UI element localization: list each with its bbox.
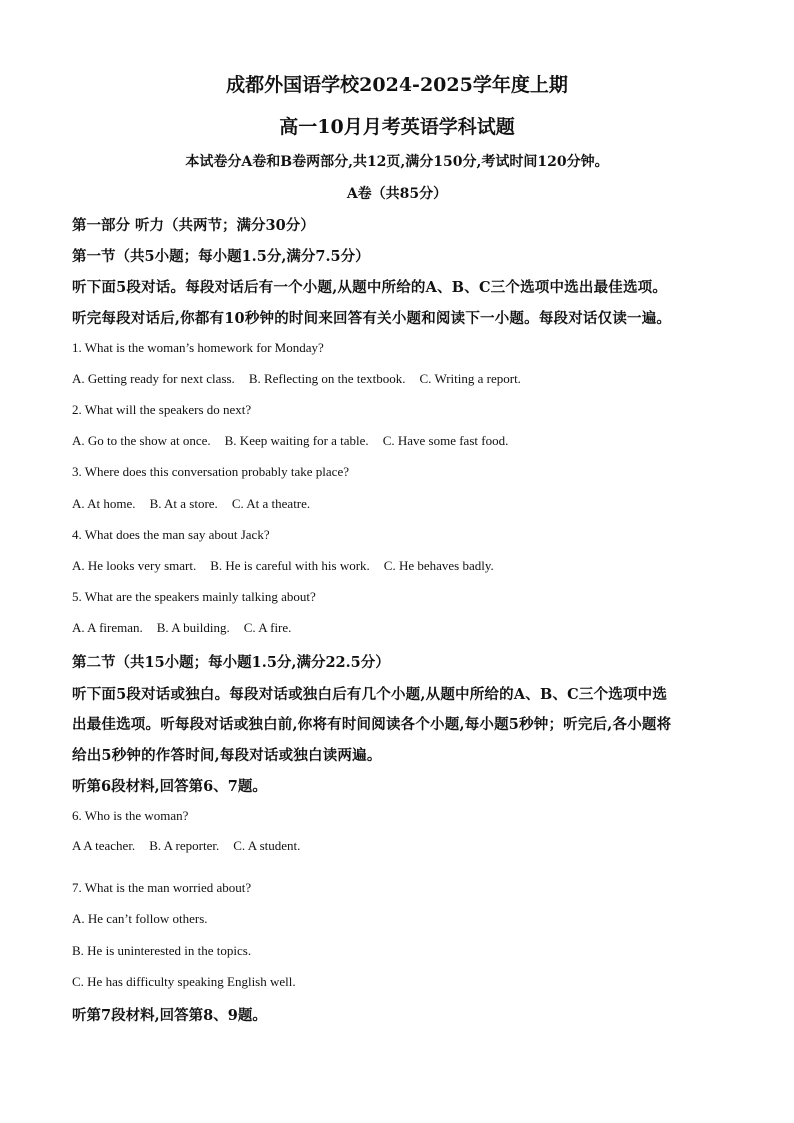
material-7-heading: 听第7段材料,回答第8、9题。 bbox=[72, 1007, 267, 1024]
question-2-option-c: C. Have some fast food. bbox=[382, 433, 509, 448]
question-6-option-b: B. A reporter. bbox=[149, 838, 220, 853]
volume-heading: A卷（共85分） bbox=[346, 186, 448, 202]
exam-info: 本试卷分A卷和B卷两部分,共12页,满分150分,考试时间120分钟。 bbox=[185, 154, 609, 170]
question-3-options bbox=[72, 496, 324, 512]
question-6-option-c: C. A student. bbox=[233, 838, 301, 853]
question-1: 1. What is the woman’s homework for Monday? bbox=[72, 340, 324, 355]
part1-heading: 第一部分 听力（共两节；满分30分） bbox=[72, 217, 315, 234]
section2-instruction-line3: 给出5秒钟的作答时间,每段对话或独白读两遍。 bbox=[72, 747, 382, 764]
question-5-option-c: C. A fire. bbox=[243, 620, 292, 635]
exam-title-subject: 高一10月月考英语学科试题 bbox=[279, 116, 515, 138]
question-1-option-b: B. Reflecting on the textbook. bbox=[248, 371, 406, 386]
exam-title-school: 成都外国语学校2024-2025学年度上期 bbox=[226, 74, 568, 96]
section1-instruction-line1: 听下面5段对话。每段对话后有一个小题,从题中所给的A、B、C三个选项中选出最佳选项。 bbox=[72, 279, 668, 296]
question-7: 7. What is the man worried about? bbox=[72, 880, 252, 895]
section2-heading: 第二节（共15小题；每小题1.5分,满分22.5分） bbox=[72, 654, 390, 671]
question-6-option-a: A A teacher. bbox=[72, 838, 136, 853]
question-2: 2. What will the speakers do next? bbox=[72, 402, 252, 417]
question-5-options bbox=[72, 620, 305, 636]
question-5-option-b: B. A building. bbox=[156, 620, 230, 635]
question-4-option-b: B. He is careful with his work. bbox=[210, 558, 370, 573]
question-3-option-b: B. At a store. bbox=[149, 496, 218, 511]
question-4-option-c: C. He behaves badly. bbox=[383, 558, 494, 573]
question-3: 3. Where does this conversation probably take place? bbox=[72, 464, 349, 479]
question-1-option-c: C. Writing a report. bbox=[419, 371, 521, 386]
material-6-heading: 听第6段材料,回答第6、7题。 bbox=[72, 778, 267, 795]
section1-instruction-line2: 听完每段对话后,你都有10秒钟的时间来回答有关小题和阅读下一小题。每段对话仅读一遍。 bbox=[72, 310, 672, 327]
question-3-option-a: A. At home. bbox=[72, 496, 136, 511]
question-3-option-c: C. At a theatre. bbox=[231, 496, 311, 511]
question-1-options bbox=[72, 371, 535, 387]
question-2-option-b: B. Keep waiting for a table. bbox=[224, 433, 369, 448]
question-5-option-a: A. A fireman. bbox=[72, 620, 143, 635]
question-4-options bbox=[72, 558, 508, 574]
section2-instruction-line1: 听下面5段对话或独白。每段对话或独白后有几个小题,从题中所给的A、B、C三个选项中选 bbox=[72, 686, 668, 703]
question-2-options bbox=[72, 433, 522, 449]
section2-instruction-line2: 出最佳选项。听每段对话或独白前,你将有时间阅读各个小题,每小题5秒钟；听完后,各小题将 bbox=[72, 716, 672, 733]
question-7-option-a: A. He can’t follow others. bbox=[72, 911, 208, 926]
question-4-option-a: A. He looks very smart. bbox=[72, 558, 197, 573]
question-4: 4. What does the man say about Jack? bbox=[72, 527, 270, 542]
question-7-option-c: C. He has difficulty speaking English well. bbox=[72, 974, 296, 989]
question-5: 5. What are the speakers mainly talking about? bbox=[72, 589, 316, 604]
question-2-option-a: A. Go to the show at once. bbox=[72, 433, 211, 448]
question-1-option-a: A. Getting ready for next class. bbox=[72, 371, 235, 386]
section1-heading: 第一节（共5小题；每小题1.5分,满分7.5分） bbox=[72, 248, 370, 265]
question-7-option-b: B. He is uninterested in the topics. bbox=[72, 943, 252, 958]
question-6-options bbox=[72, 838, 314, 854]
question-6: 6. Who is the woman? bbox=[72, 808, 189, 823]
